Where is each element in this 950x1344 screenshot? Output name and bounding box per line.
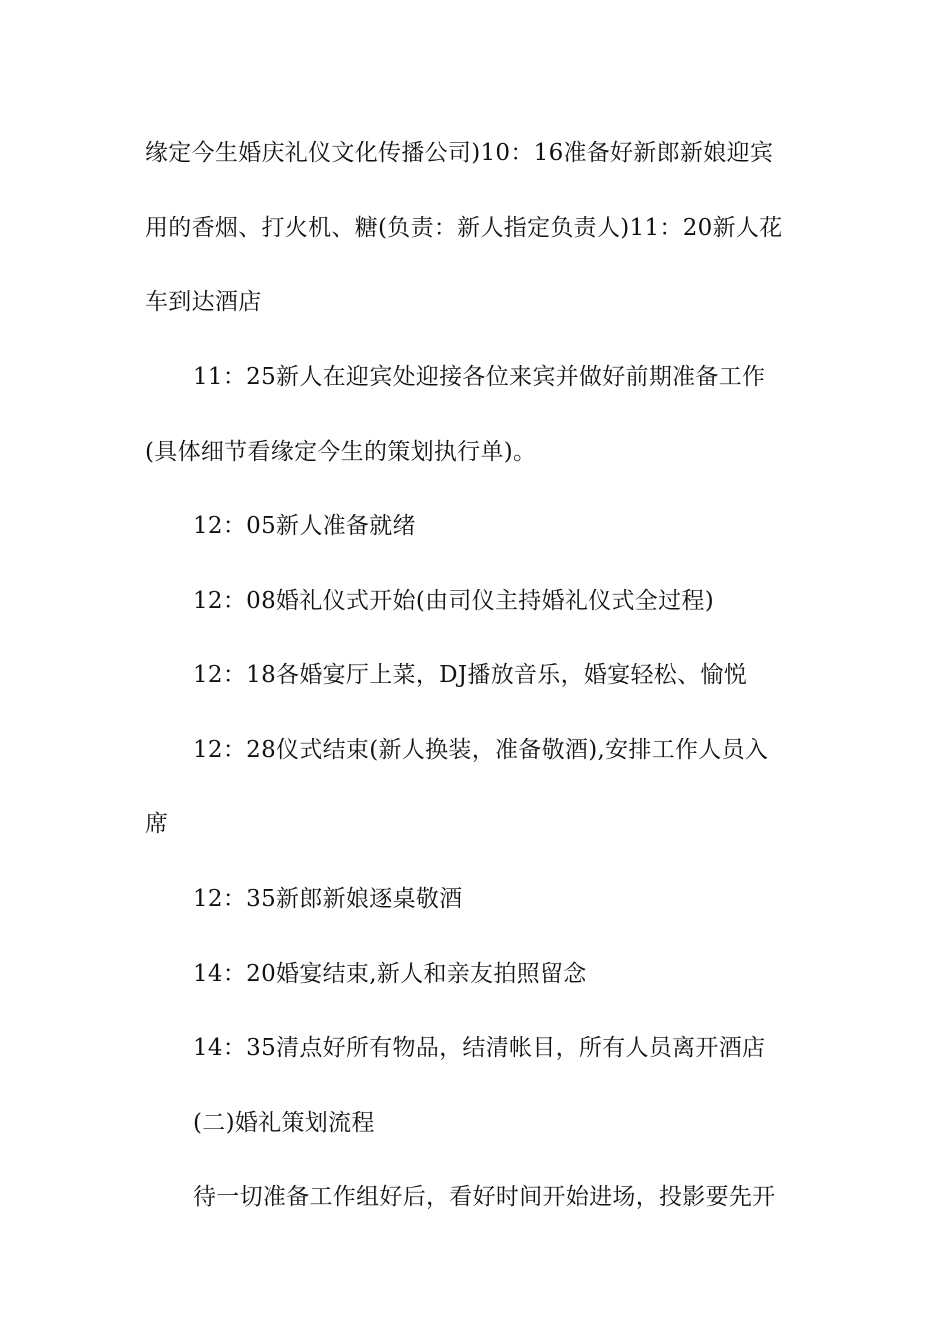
section-heading: (二)婚礼策划流程 <box>193 1110 375 1136</box>
paragraph-line: 12：35新郎新娘逐桌敬酒 <box>193 886 463 912</box>
paragraph-line: 14：20婚宴结束,新人和亲友拍照留念 <box>193 961 587 987</box>
paragraph-line: 席 <box>145 811 169 837</box>
paragraph-line: 车到达酒店 <box>145 289 262 315</box>
paragraph-line: 11：25新人在迎宾处迎接各位来宾并做好前期准备工作 <box>193 364 766 390</box>
paragraph-line: 14：35清点好所有物品，结清帐目，所有人员离开酒店 <box>193 1035 766 1061</box>
paragraph-line: 12：28仪式结束(新人换装，准备敬酒),安排工作人员入 <box>193 737 769 763</box>
paragraph-line: 待一切准备工作组好后，看好时间开始进场，投影要先开 <box>193 1184 776 1210</box>
paragraph-line: 12：18各婚宴厅上菜，DJ播放音乐，婚宴轻松、愉悦 <box>193 662 747 688</box>
paragraph-line: 缘定今生婚庆礼仪文化传播公司)10：16准备好新郎新娘迎宾 <box>145 140 774 166</box>
paragraph-line: 用的香烟、打火机、糖(负责：新人指定负责人)11：20新人花 <box>145 215 783 241</box>
paragraph-line: 12：08婚礼仪式开始(由司仪主持婚礼仪式全过程) <box>193 588 714 614</box>
paragraph-line: (具体细节看缘定今生的策划执行单)。 <box>145 439 537 465</box>
paragraph-line: 12：05新人准备就绪 <box>193 513 416 539</box>
